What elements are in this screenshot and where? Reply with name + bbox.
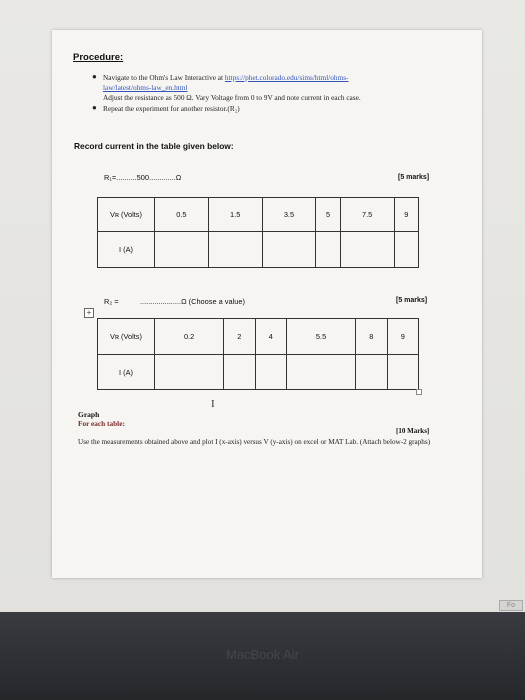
table2-current-cell[interactable] bbox=[286, 355, 355, 390]
table2-voltage-cell: 8 bbox=[356, 319, 387, 355]
table2-current-row bbox=[98, 355, 419, 390]
table2-marks: [5 marks] bbox=[396, 297, 428, 304]
table2-voltage-row bbox=[98, 319, 419, 355]
table2-voltage-cell: 5.5 bbox=[286, 319, 355, 355]
bezel-brand-label: MacBook Air bbox=[226, 647, 299, 662]
r2-value: ....................Ω (Choose a value) bbox=[140, 297, 245, 306]
table2-voltage-header: Vʀ (Volts) bbox=[98, 319, 155, 355]
table1-voltage-header: Vʀ (Volts) bbox=[98, 198, 155, 232]
phet-link-line-1[interactable]: https://phet.colorado.edu/sims/html/ohms- bbox=[224, 73, 349, 82]
table1-current-cell[interactable] bbox=[394, 232, 418, 268]
table2-voltage-cell: 0.2 bbox=[155, 319, 224, 355]
table1-current-cell[interactable] bbox=[316, 232, 340, 268]
table1-current-cell[interactable] bbox=[340, 232, 394, 268]
table1-voltage-cell: 3.5 bbox=[262, 198, 316, 232]
r2-label: R₂ = bbox=[104, 297, 119, 306]
table1-voltage-cell: 5 bbox=[316, 198, 340, 232]
table2-voltage-cell: 4 bbox=[255, 319, 286, 355]
table-resize-handle[interactable] bbox=[416, 389, 422, 395]
graph-heading: Graph bbox=[78, 410, 100, 419]
corner-button[interactable]: Fo bbox=[499, 600, 523, 611]
procedure-step-1-text: Navigate to the Ohm's Law Interactive at bbox=[103, 73, 225, 82]
bullet-dot-icon: ● bbox=[92, 72, 97, 81]
table2-current-cell[interactable] bbox=[356, 355, 387, 390]
table1-voltage-cell: 9 bbox=[394, 198, 418, 232]
r1-label: R₁=..........500.............Ω bbox=[104, 173, 182, 182]
table2-current-header: I (A) bbox=[98, 355, 155, 390]
graph-marks: [10 Marks] bbox=[396, 427, 430, 435]
table2-current-cell[interactable] bbox=[255, 355, 286, 390]
record-heading: Record current in the table given below: bbox=[74, 141, 234, 151]
table1-marks: [5 marks] bbox=[398, 174, 430, 181]
table1-voltage-row bbox=[98, 198, 419, 232]
bullet-dot-icon: ● bbox=[92, 103, 97, 112]
table-move-handle-icon[interactable]: + bbox=[84, 308, 94, 318]
table1-current-header: I (A) bbox=[98, 232, 155, 268]
table2-voltage-cell: 9 bbox=[387, 319, 418, 355]
phet-link-line-2[interactable]: law/latest/ohms-law_en.html bbox=[103, 83, 188, 92]
procedure-adjust-line: Adjust the resistance as 500 Ω. Vary Voltage from 0 to 9V and note current in each case. bbox=[103, 93, 361, 102]
graph-subheading: For each table: bbox=[78, 419, 125, 428]
procedure-step-1 bbox=[103, 73, 349, 82]
table2-voltage-cell: 2 bbox=[224, 319, 255, 355]
table1-current-cell[interactable] bbox=[155, 232, 209, 268]
laptop-bezel bbox=[0, 612, 525, 700]
graph-instructions: Use the measurements obtained above and plot I (x-axis) versus V (y-axis) on excel or MAT Lab. (Attach below-2 graphs) bbox=[78, 438, 431, 446]
table1 bbox=[97, 197, 419, 268]
text-cursor-icon: I bbox=[211, 398, 215, 410]
table1-voltage-cell: 1.5 bbox=[208, 198, 262, 232]
procedure-step-2: Repeat the experiment for another resistor.(R₂) bbox=[103, 104, 240, 113]
table1-current-row bbox=[98, 232, 419, 268]
table1-voltage-cell: 7.5 bbox=[340, 198, 394, 232]
table1-current-cell[interactable] bbox=[208, 232, 262, 268]
table2-current-cell[interactable] bbox=[224, 355, 255, 390]
table1-current-cell[interactable] bbox=[262, 232, 316, 268]
table1-voltage-cell: 0.5 bbox=[155, 198, 209, 232]
procedure-heading: Procedure: bbox=[73, 52, 124, 63]
table2-current-cell[interactable] bbox=[387, 355, 418, 390]
table2-current-cell[interactable] bbox=[155, 355, 224, 390]
table2 bbox=[97, 318, 419, 390]
